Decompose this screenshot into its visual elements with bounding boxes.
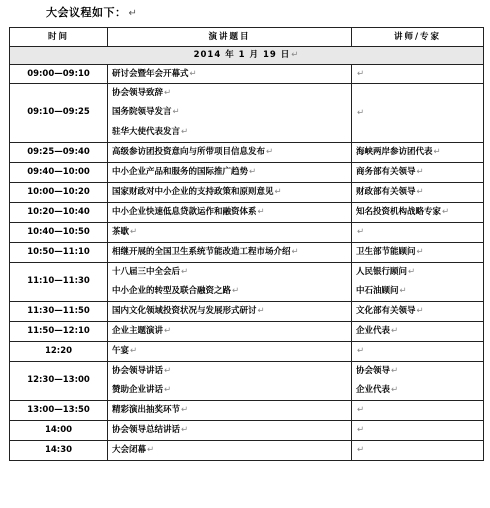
topic-cell — [108, 84, 352, 143]
topic-line — [112, 183, 347, 201]
time-text: 13:00—13:50 — [27, 404, 90, 415]
topic-line — [112, 203, 347, 221]
topic-text: 驻华大使代表发言 — [112, 126, 181, 137]
topic-text: 企业主题演讲 — [112, 326, 164, 337]
topic-line — [112, 282, 347, 301]
paragraph-mark-icon: ↵ — [357, 227, 365, 238]
speaker-text: 知名投资机构战略专家 — [356, 207, 442, 218]
topic-text: 协会领导总结讲话 — [112, 425, 181, 436]
time-cell — [10, 242, 108, 262]
topic-cell — [108, 341, 352, 361]
agenda-table — [9, 27, 484, 461]
paragraph-mark-icon: ↵ — [416, 187, 424, 198]
paragraph-mark-icon: ↵ — [181, 126, 189, 137]
table-row — [10, 84, 484, 143]
topic-text: 研讨会暨年会开幕式 — [112, 68, 189, 79]
header-time: 时间 — [10, 28, 108, 47]
table-row — [10, 301, 484, 321]
speaker-line — [356, 441, 479, 459]
speaker-line — [356, 223, 479, 241]
speaker-line — [356, 282, 479, 301]
speaker-text: 中石油顾问 — [356, 285, 399, 296]
speaker-line — [356, 66, 479, 83]
paragraph-mark-icon: ↵ — [257, 306, 265, 317]
paragraph-mark-icon: ↵ — [391, 384, 399, 395]
topic-line — [112, 401, 347, 419]
time-text: 11:50—12:10 — [27, 325, 90, 336]
paragraph-mark-icon: ↵ — [232, 285, 240, 296]
speaker-cell — [352, 361, 484, 400]
table-row — [10, 242, 484, 262]
table-row — [10, 202, 484, 222]
table-row — [10, 400, 484, 420]
topic-line — [112, 421, 347, 439]
paragraph-mark-icon: ↵ — [172, 107, 180, 118]
topic-cell — [108, 321, 352, 341]
paragraph-mark-icon: ↵ — [266, 147, 274, 158]
speaker-text: 协会领导 — [356, 365, 391, 376]
paragraph-mark-icon: ↵ — [408, 266, 416, 277]
paragraph-mark-icon: ↵ — [189, 68, 197, 79]
speaker-cell — [352, 182, 484, 202]
agenda-body — [10, 47, 484, 461]
topic-cell — [108, 222, 352, 242]
speaker-line — [356, 183, 479, 201]
topic-cell — [108, 440, 352, 460]
time-cell — [10, 65, 108, 84]
speaker-text: 人民银行顾问 — [356, 266, 408, 277]
agenda-heading-text: 大会议程如下： — [46, 6, 127, 19]
topic-line — [112, 322, 347, 340]
paragraph-mark-icon: ↵ — [130, 346, 138, 357]
table-row — [10, 341, 484, 361]
paragraph-mark-icon: ↵ — [147, 445, 155, 456]
topic-line — [112, 143, 347, 161]
paragraph-mark-icon: ↵ — [416, 247, 424, 258]
speaker-cell — [352, 65, 484, 84]
time-text: 12:20 — [44, 345, 73, 356]
speaker-cell — [352, 341, 484, 361]
time-cell — [10, 341, 108, 361]
topic-text: 中小企业快速低息贷款运作和融资体系 — [112, 207, 257, 218]
speaker-cell — [352, 400, 484, 420]
table-row — [10, 321, 484, 341]
speaker-text: 海峡两岸参访团代表 — [356, 147, 433, 158]
paragraph-mark-icon: ↵ — [433, 147, 441, 158]
speaker-line — [356, 163, 479, 181]
time-text: 09:00—09:10 — [27, 68, 90, 79]
topic-text: 中小企业的转型及联合融资之路 — [112, 285, 232, 296]
speaker-line — [356, 381, 479, 400]
topic-cell — [108, 301, 352, 321]
topic-line — [112, 441, 347, 459]
date-row — [10, 47, 484, 65]
paragraph-mark-icon: ↵ — [181, 425, 189, 436]
speaker-cell — [352, 84, 484, 143]
topic-cell — [108, 400, 352, 420]
speaker-cell — [352, 142, 484, 162]
paragraph-mark-icon: ↵ — [128, 8, 138, 19]
header-speaker: 讲师/专家 — [352, 28, 484, 47]
topic-line — [112, 302, 347, 320]
table-row — [10, 222, 484, 242]
speaker-text: 卫生部节能顾问 — [356, 247, 416, 258]
topic-cell — [108, 262, 352, 301]
time-cell — [10, 142, 108, 162]
time-text: 10:50—11:10 — [27, 246, 90, 257]
agenda-heading — [46, 4, 137, 20]
speaker-line — [356, 342, 479, 360]
speaker-cell — [352, 162, 484, 182]
topic-cell — [108, 202, 352, 222]
speaker-line — [356, 143, 479, 161]
table-row — [10, 262, 484, 301]
speaker-line — [356, 401, 479, 419]
topic-text: 午宴 — [112, 346, 130, 357]
topic-line — [112, 123, 347, 142]
topic-text: 协会领导致辞 — [112, 88, 164, 98]
time-cell — [10, 222, 108, 242]
time-cell — [10, 321, 108, 341]
speaker-text: 企业代表 — [356, 326, 391, 337]
time-text: 11:10—11:30 — [27, 276, 90, 287]
date-text: 2014 年 1 月 19 日 — [193, 50, 291, 60]
table-row — [10, 162, 484, 182]
paragraph-mark-icon: ↵ — [357, 445, 365, 456]
time-text: 12:30—13:00 — [27, 375, 90, 386]
topic-line — [112, 163, 347, 181]
paragraph-mark-icon: ↵ — [181, 405, 189, 416]
time-cell — [10, 400, 108, 420]
topic-text: 十八届三中全会后 — [112, 266, 181, 277]
speaker-text: 财政部有关领导 — [356, 187, 416, 198]
time-cell — [10, 262, 108, 301]
speaker-text: 企业代表 — [356, 384, 391, 395]
paragraph-mark-icon: ↵ — [164, 365, 172, 376]
paragraph-mark-icon: ↵ — [130, 227, 138, 238]
time-text: 14:00 — [44, 424, 73, 435]
speaker-text: 文化部有关领导 — [356, 306, 416, 317]
time-cell — [10, 182, 108, 202]
topic-line — [112, 84, 347, 103]
paragraph-mark-icon: ↵ — [181, 266, 189, 277]
table-row — [10, 440, 484, 460]
table-header-row — [10, 28, 484, 47]
speaker-line — [356, 302, 479, 320]
topic-cell — [108, 182, 352, 202]
time-text: 09:25—09:40 — [27, 146, 90, 157]
topic-text: 相继开展的全国卫生系统节能改造工程市场介绍 — [112, 247, 291, 258]
topic-text: 协会领导讲话 — [112, 365, 164, 376]
paragraph-mark-icon: ↵ — [416, 306, 424, 317]
topic-cell — [108, 361, 352, 400]
time-text: 09:10—09:25 — [27, 107, 90, 118]
topic-line — [112, 103, 347, 122]
speaker-cell — [352, 222, 484, 242]
topic-text: 国家财政对中小企业的支持政策和原则意见 — [112, 187, 274, 198]
topic-cell — [108, 142, 352, 162]
table-row — [10, 65, 484, 84]
topic-cell — [108, 242, 352, 262]
table-row — [10, 182, 484, 202]
topic-line — [112, 66, 347, 83]
topic-line — [112, 381, 347, 400]
speaker-cell — [352, 262, 484, 301]
paragraph-mark-icon: ↵ — [391, 326, 399, 337]
speaker-text: 商务部有关领导 — [356, 167, 416, 178]
speaker-line — [356, 362, 479, 381]
paragraph-mark-icon: ↵ — [164, 326, 172, 337]
paragraph-mark-icon: ↵ — [357, 346, 365, 357]
paragraph-mark-icon: ↵ — [257, 207, 265, 218]
speaker-line — [356, 421, 479, 439]
topic-line — [112, 223, 347, 241]
date-cell — [10, 47, 484, 65]
time-cell — [10, 301, 108, 321]
paragraph-mark-icon: ↵ — [357, 425, 365, 436]
table-row — [10, 361, 484, 400]
time-cell — [10, 202, 108, 222]
topic-text: 国内文化领域投资状况与发展形式研讨 — [112, 306, 257, 317]
paragraph-mark-icon: ↵ — [357, 107, 365, 118]
paragraph-mark-icon: ↵ — [399, 285, 407, 296]
time-cell — [10, 84, 108, 143]
paragraph-mark-icon: ↵ — [357, 68, 365, 79]
topic-line — [112, 362, 347, 381]
paragraph-mark-icon: ↵ — [291, 50, 300, 60]
topic-line — [112, 342, 347, 360]
time-cell — [10, 361, 108, 400]
time-text: 09:40—10:00 — [27, 166, 90, 177]
time-cell — [10, 440, 108, 460]
speaker-line — [356, 85, 479, 141]
topic-text: 赞助企业讲话 — [112, 384, 164, 395]
topic-text: 大会闭幕 — [112, 445, 147, 456]
topic-text: 精彩演出抽奖环节 — [112, 405, 181, 416]
topic-text: 国务院领导发言 — [112, 107, 172, 118]
speaker-cell — [352, 420, 484, 440]
speaker-cell — [352, 242, 484, 262]
speaker-line — [356, 263, 479, 282]
topic-text: 茶歇 — [112, 227, 130, 238]
paragraph-mark-icon: ↵ — [357, 405, 365, 416]
header-topic: 演讲题目 — [108, 28, 352, 47]
paragraph-mark-icon: ↵ — [164, 88, 172, 98]
time-text: 14:30 — [44, 444, 73, 455]
paragraph-mark-icon: ↵ — [391, 365, 399, 376]
speaker-line — [356, 322, 479, 340]
paragraph-mark-icon: ↵ — [249, 167, 257, 178]
topic-cell — [108, 65, 352, 84]
speaker-line — [356, 203, 479, 221]
topic-cell — [108, 420, 352, 440]
speaker-cell — [352, 440, 484, 460]
time-cell — [10, 420, 108, 440]
speaker-cell — [352, 301, 484, 321]
paragraph-mark-icon: ↵ — [291, 247, 299, 258]
time-text: 10:00—10:20 — [27, 186, 90, 197]
paragraph-mark-icon: ↵ — [164, 384, 172, 395]
paragraph-mark-icon: ↵ — [274, 187, 282, 198]
topic-text: 中小企业产品和服务的国际推广趋势 — [112, 167, 249, 178]
topic-line — [112, 243, 347, 261]
time-cell — [10, 162, 108, 182]
paragraph-mark-icon: ↵ — [442, 207, 450, 218]
speaker-cell — [352, 321, 484, 341]
time-text: 10:20—10:40 — [27, 206, 90, 217]
topic-cell — [108, 162, 352, 182]
table-row — [10, 142, 484, 162]
topic-line — [112, 263, 347, 282]
time-text: 11:30—11:50 — [27, 305, 90, 316]
time-text: 10:40—10:50 — [27, 226, 90, 237]
speaker-line — [356, 243, 479, 261]
table-row — [10, 420, 484, 440]
paragraph-mark-icon: ↵ — [416, 167, 424, 178]
topic-text: 高级参访团投资意向与所带项目信息发布 — [112, 147, 266, 158]
speaker-cell — [352, 202, 484, 222]
